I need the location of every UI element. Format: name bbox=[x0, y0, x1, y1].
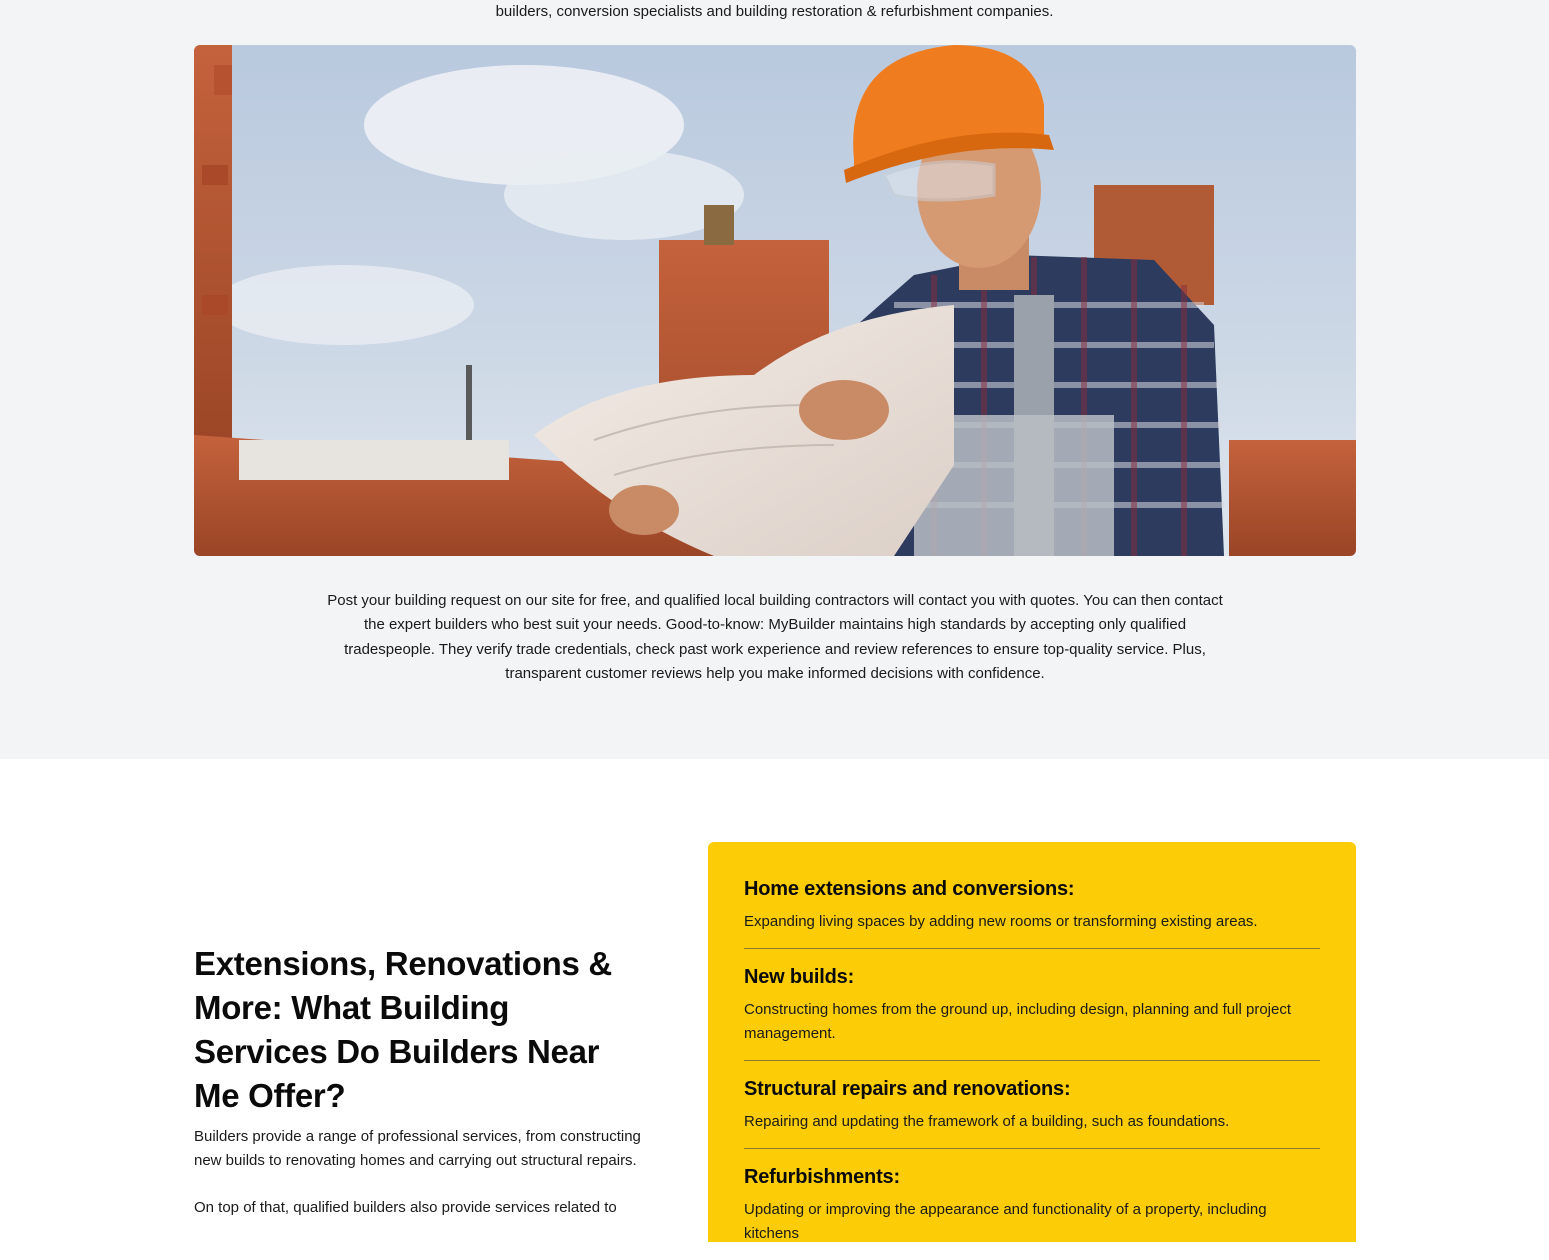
services-section bbox=[0, 759, 1549, 1242]
service-title: Home extensions and conversions: bbox=[744, 878, 1075, 900]
service-description: Expanding living spaces by adding new rooms or transforming existing areas. bbox=[744, 913, 1258, 930]
service-description: Updating or improving the appearance and functionality of a property, including kitchens bbox=[744, 1201, 1267, 1242]
service-item bbox=[744, 1164, 1320, 1260]
services-card bbox=[708, 842, 1356, 1242]
service-item bbox=[744, 1076, 1320, 1149]
hero-image bbox=[194, 45, 1356, 556]
service-item bbox=[744, 876, 1320, 949]
services-intro-paragraph: Builders provide a range of professional services, from constructing new builds to renovating homes and carrying out structural repairs. bbox=[194, 1128, 641, 1169]
service-description: Constructing homes from the ground up, including design, planning and full project management. bbox=[744, 1001, 1292, 1042]
intro-text: builders, conversion specialists and building restoration & refurbishment companies. bbox=[495, 3, 1054, 20]
services-heading: Extensions, Renovations & More: What Building Services Do Builders Near Me Offer? bbox=[194, 945, 612, 1114]
builder-reading-plans-photo bbox=[194, 45, 1356, 556]
service-title: New builds: bbox=[744, 966, 855, 988]
service-title: Refurbishments: bbox=[744, 1166, 900, 1188]
services-extra-paragraph: On top of that, qualified builders also provide services related to bbox=[194, 1199, 617, 1216]
service-description: Repairing and updating the framework of a building, such as foundations. bbox=[744, 1113, 1230, 1130]
post-request-text: Post your building request on our site for free, and qualified local building contractors will contact you with quotes. You can then contact the expert builders who best suit your needs. Good-to-know: MyBuilder maintains high standards by accepting only qualified tradespeople. They verify trade credentials, check past work experience and review references to ensure top-quality service. Plus, transparent customer reviews help you make informed decisions with confidence. bbox=[327, 592, 1223, 682]
service-item bbox=[744, 964, 1320, 1061]
service-title: Structural repairs and renovations: bbox=[744, 1078, 1071, 1100]
